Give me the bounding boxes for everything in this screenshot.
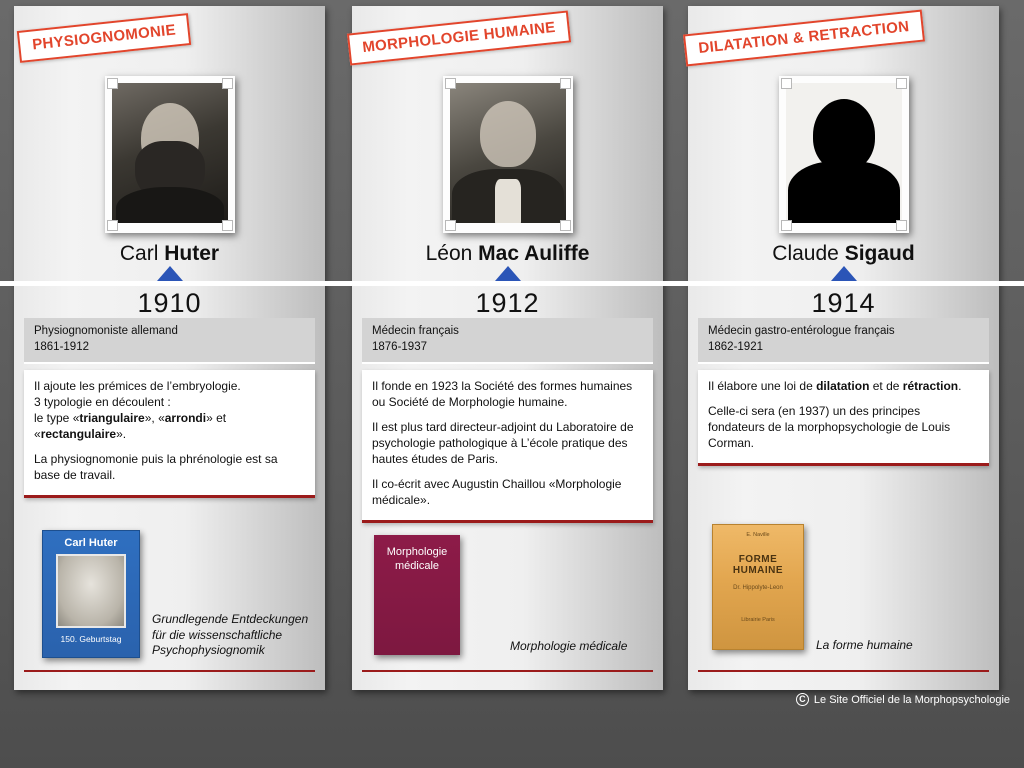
- book-wrap-2: [352, 0, 663, 768]
- card-paragraph: Il est plus tard directeur-adjoint du Laboratoire de psychologie pathologique à L’école pratique des hautes études de Paris.: [372, 419, 634, 466]
- copyright-footer: [796, 693, 1010, 706]
- card-line: 3 typologie en découlent :: [34, 394, 171, 409]
- book-block-1: [24, 524, 315, 672]
- book-wrap-3: [688, 0, 999, 768]
- book-cover-image-1: [42, 530, 140, 658]
- ribbon-label-morphologie-humaine: MORPHOLOGIE HUMAINE: [347, 10, 571, 65]
- card-paragraph: La physiognomonie puis la phrénologie est sa base de travail.: [34, 451, 278, 482]
- book-wrap-1: [14, 0, 325, 768]
- book-cover-line3: Dr. Hippolyte-Leon: [733, 585, 783, 591]
- meta-lifespan: 1876-1937: [372, 340, 427, 353]
- year-label-2: 1912: [475, 288, 540, 318]
- book-cover-image-2: [374, 535, 460, 655]
- book-caption-3: La forme humaine: [816, 638, 913, 652]
- year-label-3: 1914: [811, 288, 876, 318]
- book-cover-image-3: [712, 524, 804, 650]
- book-cover-title: FORME HUMAINE: [732, 554, 784, 576]
- book-block-2: [362, 527, 653, 672]
- meta-lifespan: 1861-1912: [34, 340, 89, 353]
- meta-profession: Physiognomoniste allemand: [34, 325, 178, 337]
- meta-profession: Médecin français: [372, 325, 459, 337]
- person-last-name: Sigaud: [844, 242, 915, 265]
- meta-lifespan: 1862-1921: [708, 340, 763, 353]
- card-paragraph: Il ajoute les prémices de l’embryologie. 3 typologie en découlent : le type «triangulaire», «arrondi» et «rectangulaire».: [34, 379, 241, 441]
- year-label-1: 1910: [137, 288, 202, 318]
- copyright-text: Le Site Officiel de la Morphopsychologie: [813, 693, 1010, 706]
- book-cover-footer: 150. Geburtstag: [60, 634, 122, 644]
- book-block-3: [698, 520, 989, 672]
- ribbon-label-dilatation-retraction: DILATATION & RETRACTION: [683, 10, 925, 67]
- person-first-name: Claude: [772, 242, 839, 265]
- person-last-name: Mac Auliffe: [478, 242, 590, 265]
- copyright-icon: C: [796, 693, 809, 706]
- card-paragraph: Il fonde en 1923 la Société des formes humaines ou Société de Morphologie humaine.: [372, 379, 633, 409]
- book-caption-1: Grundlegende Entdeckungen für die wissenschaftliche Psychophysiognomik: [152, 612, 309, 658]
- card-line: Il ajoute les prémices de l’embryologie.: [34, 379, 241, 393]
- card-paragraph: Il co-écrit avec Augustin Chaillou «Morphologie médicale».: [372, 476, 622, 507]
- book-cover-portrait: [56, 554, 126, 628]
- card-paragraph: Celle-ci sera (en 1937) un des principes fondateurs de la morphopsychologie de Louis Corman.: [708, 403, 951, 450]
- person-last-name: Huter: [164, 242, 220, 265]
- meta-profession: Médecin gastro-entérologue français: [708, 325, 895, 337]
- book-cover-title: Carl Huter: [64, 537, 118, 549]
- card-paragraph: Il élabore une loi de dilatation et de rétraction.: [708, 379, 962, 393]
- person-first-name: Carl: [119, 242, 159, 265]
- timeline-divider: [0, 281, 1024, 286]
- book-cover-line1: E. Naville: [746, 532, 770, 538]
- ribbon-label-physiognomonie: PHYSIOGNOMONIE: [17, 13, 192, 63]
- book-cover-line4: Librairie Paris: [741, 617, 775, 623]
- book-cover-title: Morphologie médicale: [386, 546, 448, 573]
- book-caption-2: Morphologie médicale: [510, 639, 628, 653]
- person-first-name: Léon: [425, 242, 473, 265]
